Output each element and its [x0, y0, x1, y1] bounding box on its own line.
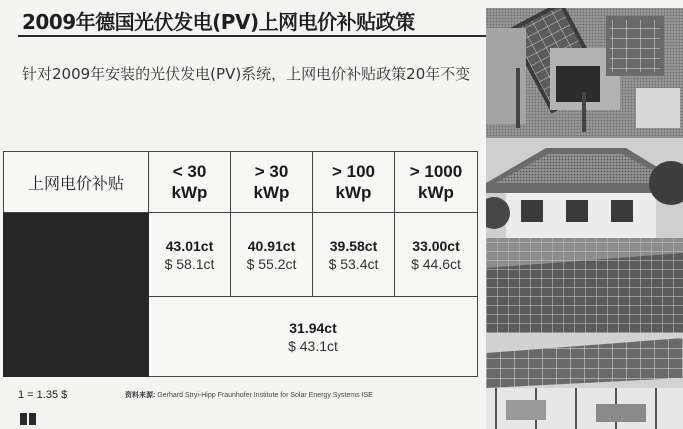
price-usd-cent: $ 53.4ct: [328, 255, 379, 272]
capacity-range: > 100: [331, 162, 375, 181]
photo-solar-field: [486, 238, 683, 333]
header-label: 上网电价补贴: [27, 173, 124, 193]
title-underline: [18, 35, 488, 37]
price-cell: [395, 213, 478, 297]
price-euro-cent: 31.94ct: [289, 319, 337, 336]
capacity-unit: kWp: [253, 183, 290, 202]
photo-tracker-panels: [486, 8, 683, 138]
capacity-range: < 30: [172, 162, 207, 181]
price-usd-cent: $ 43.1ct: [288, 337, 338, 354]
photo-house-rooftop: [486, 138, 683, 238]
capacity-range: > 1000: [409, 162, 463, 181]
source-citation: [125, 390, 373, 400]
row-label-cell: [4, 213, 149, 297]
solar-photo-collage: [486, 8, 683, 429]
table-header-row: [4, 152, 478, 213]
header-cell-capacity: [313, 152, 395, 213]
photo-greenhouse-roof: [486, 333, 683, 429]
price-usd-cent: $ 58.1ct: [164, 255, 215, 272]
logo-mark: [20, 413, 36, 425]
header-cell-capacity: [231, 152, 313, 213]
table-row: [4, 213, 478, 297]
price-cell: [149, 213, 231, 297]
description-text: 针对2009年安装的光伏发电(PV)系统，上网电价补贴政策20年不变: [22, 65, 471, 83]
capacity-range: > 30: [254, 162, 289, 181]
price-euro-cent: 40.91ct: [247, 237, 296, 254]
source-label: 资料来源:: [125, 392, 156, 399]
row-label-cell: [4, 297, 149, 377]
exchange-rate-note: 1 = 1.35 $: [18, 389, 68, 401]
price-usd-cent: $ 44.6ct: [411, 255, 461, 272]
feed-in-tariff-table: [3, 151, 478, 377]
price-euro-cent: 43.01ct: [165, 237, 214, 254]
price-usd-cent: $ 55.2ct: [246, 255, 297, 272]
price-cell: [313, 213, 395, 297]
slide-title: 2009年德国光伏发电(PV)上网电价补贴政策: [22, 10, 415, 34]
capacity-unit: kWp: [171, 183, 208, 202]
header-cell-capacity: [395, 152, 478, 213]
capacity-unit: kWp: [418, 183, 454, 202]
merged-price-cell: [149, 297, 478, 377]
price-cell: [231, 213, 313, 297]
price-euro-cent: 33.00ct: [412, 237, 460, 254]
source-text: Gerhard Stryi-Hipp Fraunhofer Institute for Solar Energy Systems ISE: [157, 392, 373, 399]
price-euro-cent: 39.58ct: [329, 237, 378, 254]
table-row: [4, 297, 478, 377]
header-label-cell: [4, 152, 149, 213]
header-cell-capacity: [149, 152, 231, 213]
capacity-unit: kWp: [335, 183, 372, 202]
